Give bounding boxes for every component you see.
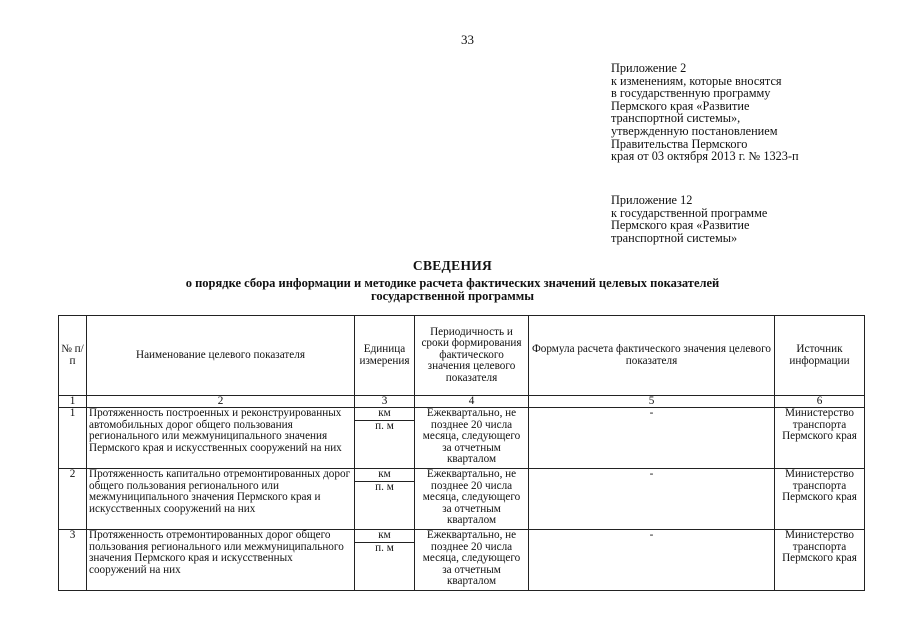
unit-primary: км (355, 530, 414, 542)
table-header-row (59, 316, 865, 396)
appendix-note-bottom (611, 194, 891, 244)
appendix-line: в государственную программу (611, 86, 771, 101)
info-source: Министерство транспорта Пермского края (775, 469, 865, 530)
appendix-line: Правительства Пермского (611, 136, 748, 151)
periodicity: Ежеквартально, не позднее 20 числа месяца, следующего за отчетным кварталом (415, 469, 529, 530)
indicator-name: Протяженность капитально отремонтированных дорог общего пользования регионального или межмуниципального значения Пермского края и искусственных сооружений на них (87, 469, 355, 530)
formula: - (529, 469, 775, 530)
appendix-line: транспортной системы» (611, 230, 738, 245)
column-number-row (59, 396, 865, 408)
header-period: Периодичность и сроки формирования фактического значения целевого показателя (415, 316, 529, 396)
appendix-line: утвержденную постановлением (611, 123, 778, 138)
indicators-table (58, 315, 865, 591)
document-subtitle (0, 277, 905, 302)
header-name: Наименование целевого показателя (87, 316, 355, 396)
formula: - (529, 530, 775, 591)
unit-secondary: п. м (375, 541, 394, 554)
appendix-line: Приложение 2 (611, 61, 687, 75)
unit-secondary: п. м (375, 480, 394, 493)
subtitle-line: государственной программы (370, 288, 535, 303)
table-row (59, 469, 865, 530)
appendix-line: к государственной программе (611, 205, 768, 220)
column-number: 2 (87, 396, 355, 408)
appendix-line: Пермского края «Развитие (611, 218, 750, 233)
column-number: 4 (415, 396, 529, 408)
periodicity: Ежеквартально, не позднее 20 числа месяца, следующего за отчетным кварталом (415, 530, 529, 591)
header-unit: Единица измерения (355, 316, 415, 396)
subtitle-line: о порядке сбора информации и методике расчета фактических значений целевых показателей (185, 276, 720, 290)
unit-secondary: п. м (375, 419, 394, 432)
document-title: СВЕДЕНИЯ (412, 258, 493, 273)
info-source: Министерство транспорта Пермского края (775, 530, 865, 591)
column-number: 5 (529, 396, 775, 408)
appendix-line: края от 03 октября 2013 г. № 1323-п (611, 149, 799, 164)
indicator-name: Протяженность построенных и реконструированных автомобильных дорог общего пользования регионального или межмуниципального значения Пермского края и искусственных сооружений на них (87, 408, 355, 469)
column-number: 1 (59, 396, 87, 408)
info-source: Министерство транспорта Пермского края (775, 408, 865, 469)
indicator-name: Протяженность отремонтированных дорог общего пользования регионального или межмуниципального значения Пермского края и искусственных сооружений на них (87, 530, 355, 591)
unit-cell (355, 469, 415, 530)
unit-cell (355, 530, 415, 591)
row-number: 2 (59, 469, 87, 530)
unit-primary: км (355, 408, 414, 420)
appendix-line: Приложение 12 (611, 193, 693, 207)
header-formula: Формула расчета фактического значения целевого показателя (529, 316, 775, 396)
unit-cell (355, 408, 415, 469)
unit-primary: км (355, 469, 414, 481)
column-number: 3 (355, 396, 415, 408)
table-row (59, 530, 865, 591)
column-number: 6 (775, 396, 865, 408)
row-number: 3 (59, 530, 87, 591)
header-no: № п/п (59, 316, 87, 396)
appendix-line: Пермского края «Развитие (611, 98, 750, 113)
table-row (59, 408, 865, 469)
page-number: 33 (461, 32, 474, 47)
header-source: Источник информации (775, 316, 865, 396)
row-number: 1 (59, 408, 87, 469)
appendix-line: транспортной системы», (611, 111, 741, 126)
periodicity: Ежеквартально, не позднее 20 числа месяца, следующего за отчетным кварталом (415, 408, 529, 469)
appendix-line: к изменениям, которые вносятся (611, 73, 782, 88)
formula: - (529, 408, 775, 469)
appendix-note-top (611, 62, 891, 163)
